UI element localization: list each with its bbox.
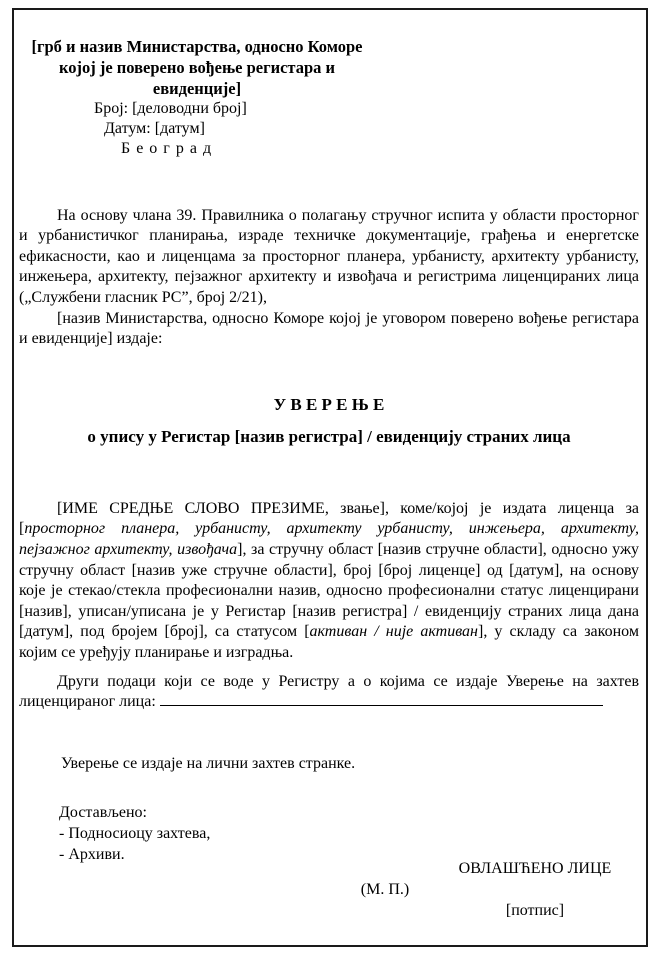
request-note: Уверење се издаје на лични захтев странке. xyxy=(61,754,356,772)
delivered-to-item: - Архиви. xyxy=(59,846,125,864)
legal-basis-paragraph: На основу члана 39. Правилника о полагању стручног испита у области просторног и урбанистичког планирања, израде техничке документације, грађења и енергетске ефикасности, као и лиценцама за просторног планера, урбанисту, архитекту урбанисту, инжењера, архитекту, пејзажног архитекту и извођача и регистрима лиценцираних лица („Службени гласник РС”, број 2/21), xyxy=(19,206,639,306)
certificate-body-paragraph: [ИМЕ СРЕДЊЕ СЛОВО ПРЕЗИМЕ, звање], коме/којој је издата лиценца за [просторног планера, урбанисту, архитекту урбанисту, инжењера, архитекту, пејзажног архитекту, извођача], за стручну област [назив стручне области], односно ужу стручну област [назив уже стручне области], број [број лиценце] од [датум], на основу које је стекао/стекла професионални назив, односно професионални статус лиценцирани [назив], уписан/уписана је у Регистар [назив регистра] / евиденцију страних лица дана [датум], под бројем [број], са статусом [активан / није активан], у складу са законом којим се уређују планирање и изградња. xyxy=(19,499,640,661)
org-name-line1: [грб и назив Министарства, односно Коморе xyxy=(31,37,363,56)
other-data-text: Други подаци који се воде у Регистру а о којима се издаје Уверење на захтев лиценцираног лица: xyxy=(19,672,639,711)
org-name-line2: којој је поверено вођење регистара и евиденције] xyxy=(58,58,336,98)
stamp-placeholder: (М. П.) xyxy=(360,881,410,898)
letterhead xyxy=(19,36,375,160)
delivered-to-label: Достављено: xyxy=(59,804,147,822)
doc-date-line: Датум: [датум] xyxy=(104,120,205,138)
document-page xyxy=(12,8,648,947)
delivered-to-item: - Подносиоцу захтева, xyxy=(59,825,211,843)
issuer-paragraph: [назив Министарства, односно Коморе којој је уговором поверено вођење регистара и евиденције] издаје: xyxy=(19,309,639,348)
doc-number-line: Број: [деловодни број] xyxy=(94,100,247,117)
blank-fill-line xyxy=(160,692,603,706)
delivered-to-block xyxy=(59,802,639,865)
doc-city-line: Б е о г р а д xyxy=(121,140,213,158)
org-name xyxy=(19,36,375,99)
document-title: У В Е Р Е Њ Е xyxy=(273,394,385,414)
signature-placeholder: [потпис] xyxy=(505,902,565,919)
document-subtitle: о упису у Регистар [назив регистра] / евиденцију страних лица xyxy=(87,426,571,446)
other-data-paragraph xyxy=(19,672,639,713)
authorized-person-label: ОВЛАШЋЕНО ЛИЦЕ xyxy=(458,860,612,877)
